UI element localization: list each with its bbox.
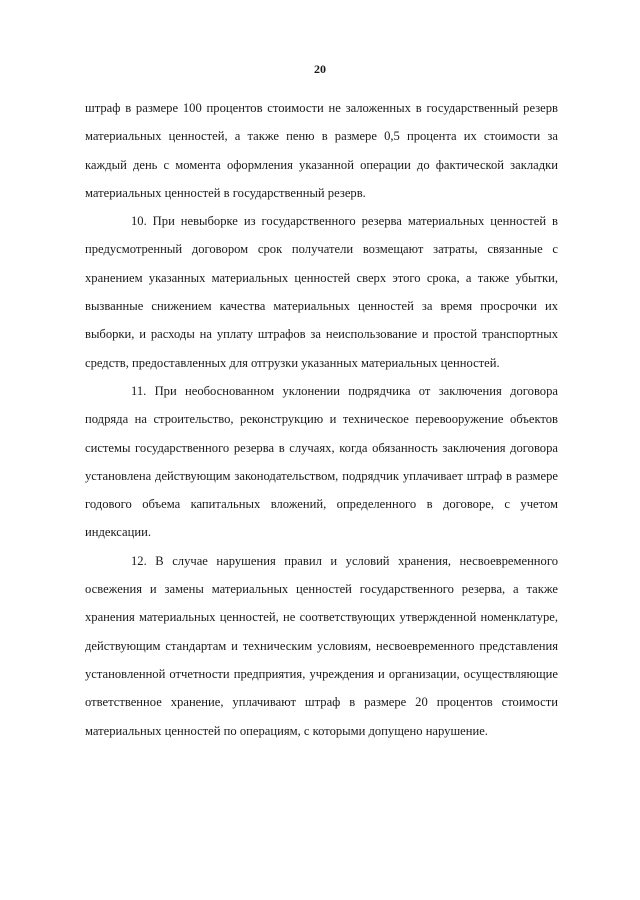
paragraph-12: 12. В случае нарушения правил и условий хранения, несвоевременного освежения и замены материальных ценностей государственного резерва, а также хранения материальных ценностей, не соответствующих утвержденной номенклатуре, действующим стандартам и техническим условиям, несвоевременного представления установленной отчетности предприятия, учреждения и организации, осуществляющие ответственное хранение, уплачивают штраф в размере 20 процентов стоимости материальных ценностей по операциям, с которыми допущено нарушение.: [85, 553, 558, 738]
paragraph-11: 11. При необоснованном уклонении подрядчика от заключения договора подряда на строительство, реконструкцию и техническое перевооружение объектов системы государственного резерва в случаях, когда обязанность заключения договора установлена действующим законодательством, подрядчик уплачивает штраф в размере годового объема капитальных вложений, определенного в договоре, с учетом индексации.: [85, 383, 558, 540]
document-body: [85, 94, 558, 745]
paragraph-10: 10. При невыборке из государственного резерва материальных ценностей в предусмотренный договором срок получатели возмещают затраты, связанные с хранением указанных материальных ценностей сверх этого срока, а также убытки, вызванные снижением качества материальных ценностей за время просрочки их выборки, и расходы на уплату штрафов за неиспользование и простой транспортных средств, предоставленных для отгрузки указанных материальных ценностей.: [85, 214, 558, 370]
page-number: 20: [314, 62, 326, 76]
paragraph-continuation: штраф в размере 100 процентов стоимости не заложенных в государственный резерв материальных ценностей, а также пеню в размере 0,5 процента их стоимости за каждый день с момента оформления указанной операции до фактической закладки материальных ценностей в государственный резерв.: [85, 101, 558, 200]
